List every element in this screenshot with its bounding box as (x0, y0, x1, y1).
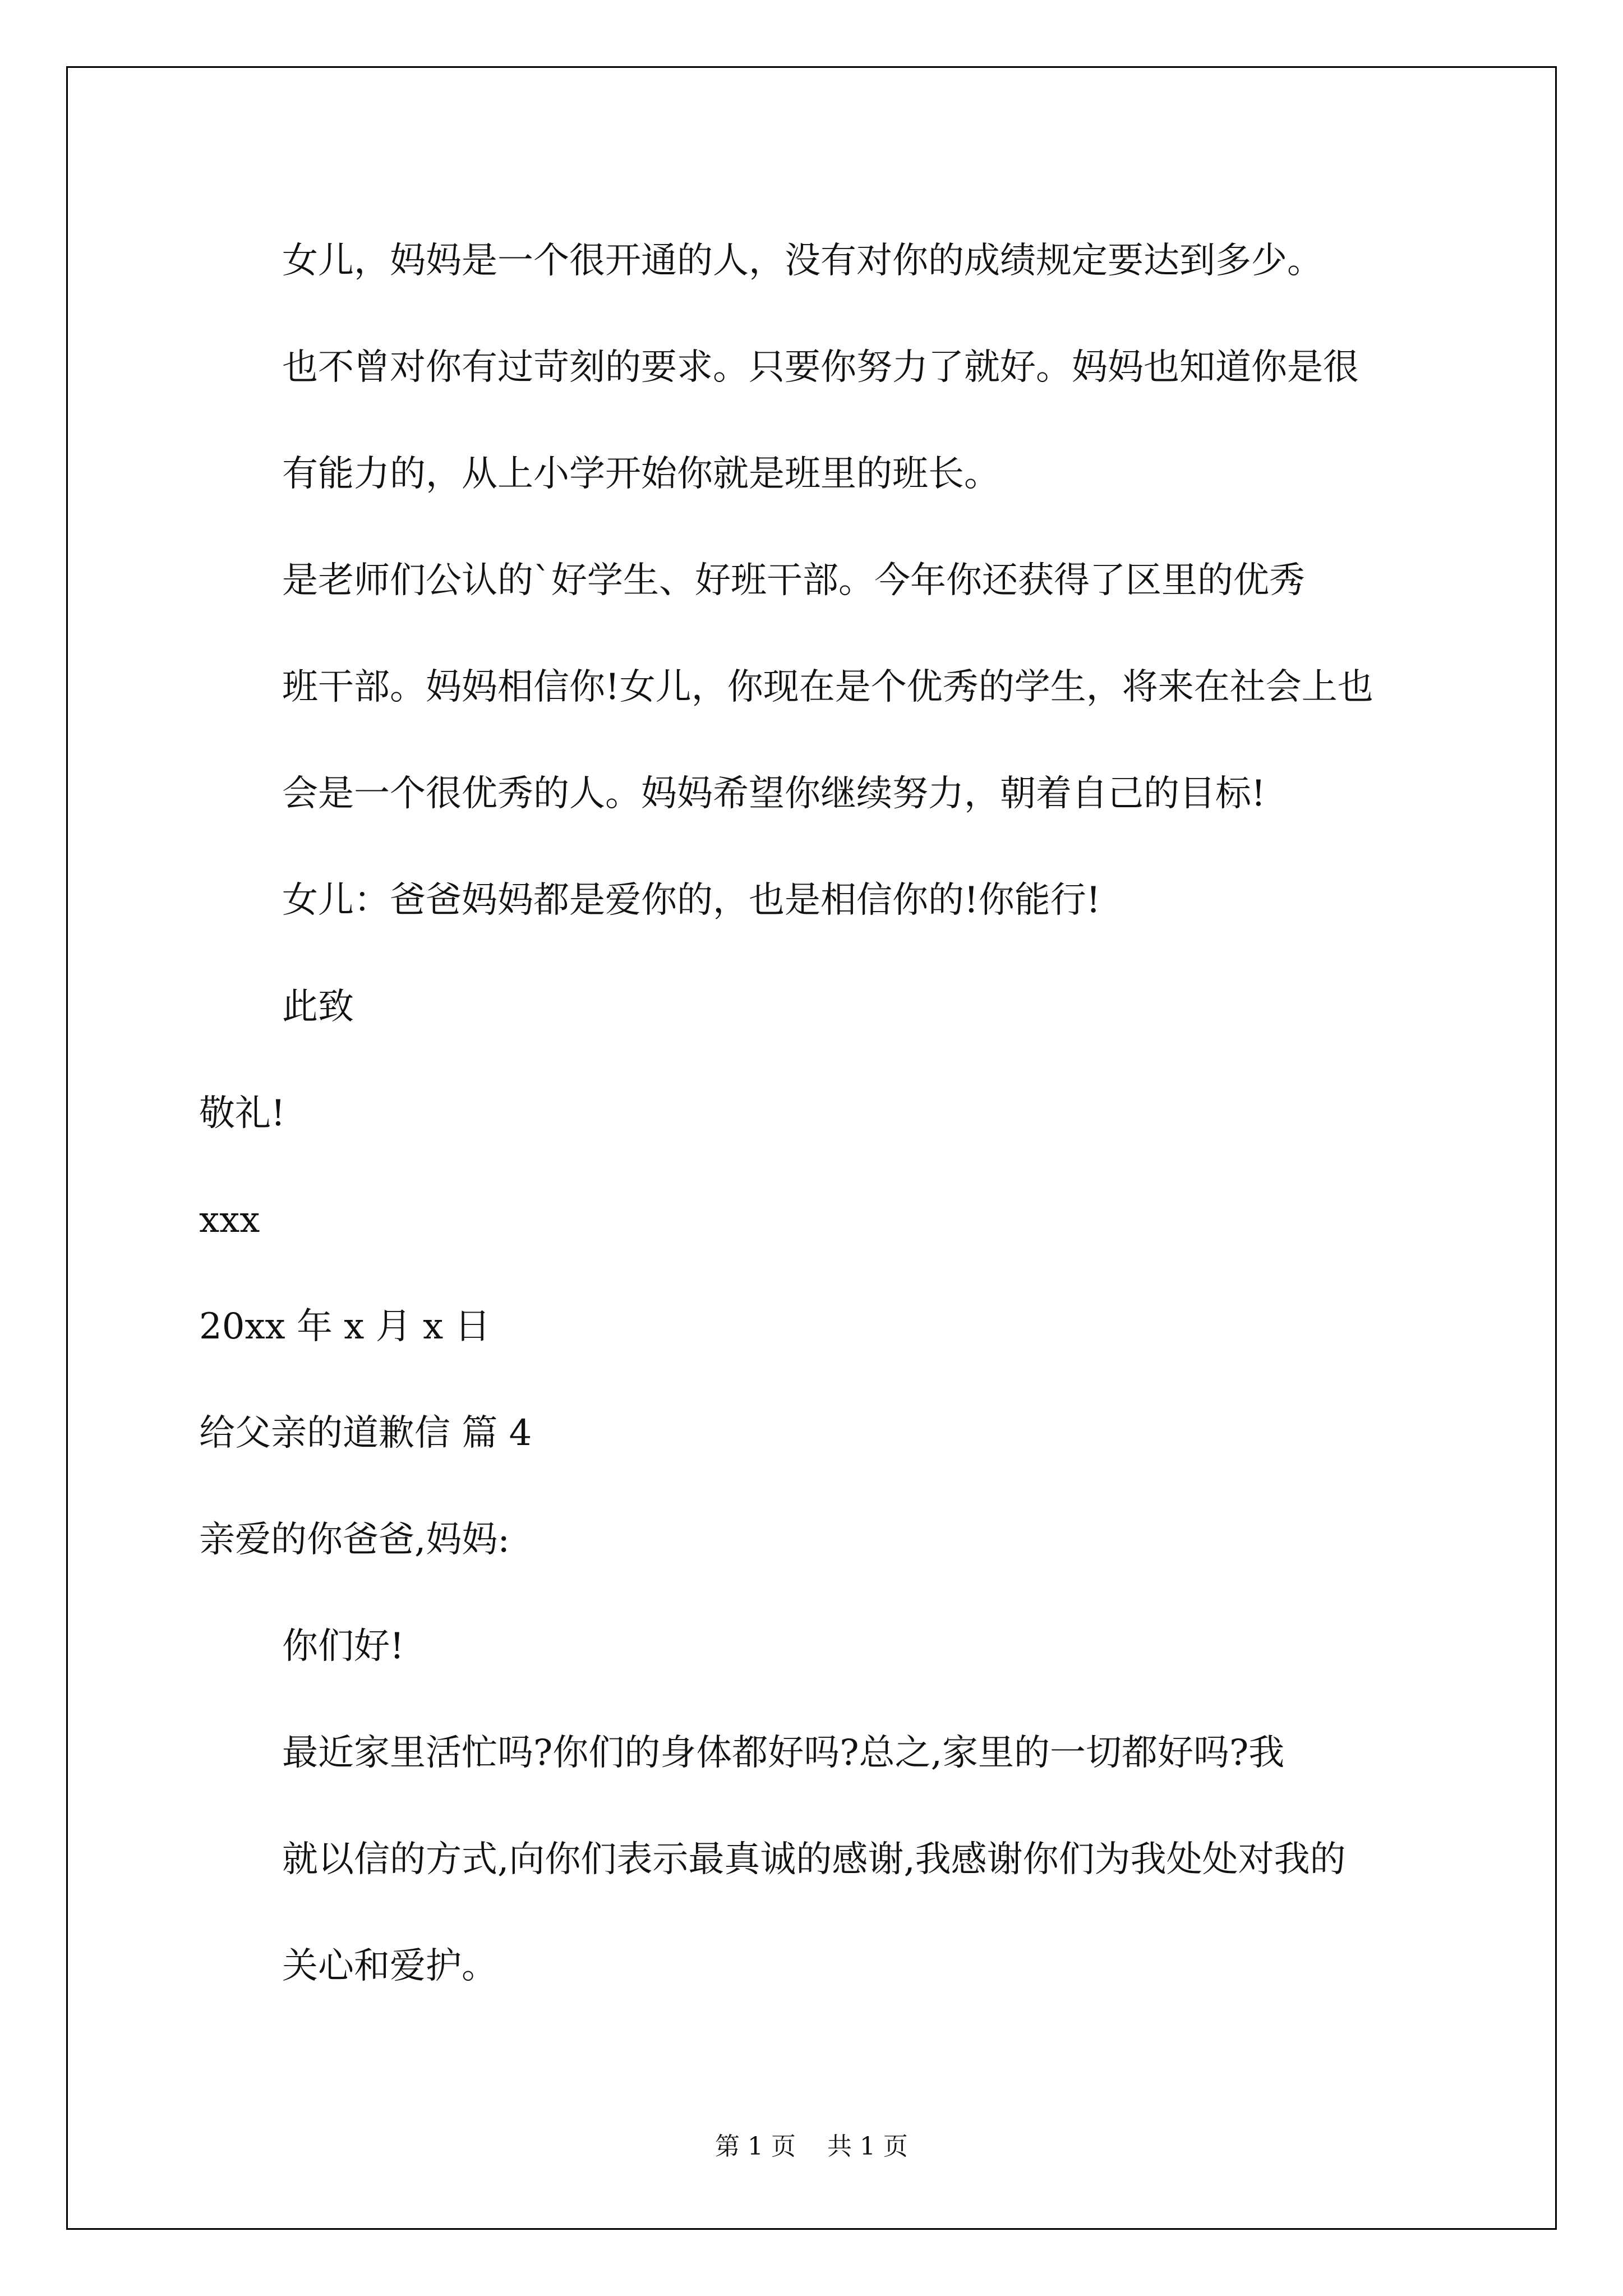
text-line: 班干部。妈妈相信你!女儿，你现在是个优秀的学生，将来在社会上也 (282, 666, 1373, 708)
signature (199, 1167, 1438, 1273)
text-line: 就以信的方式,向你们表示最真诚的感谢,我感谢你们为我处处对我的 (282, 1839, 1346, 1880)
text-line: xxx (199, 1199, 260, 1241)
paragraph (199, 208, 1438, 527)
section-title (199, 1380, 1438, 1487)
paragraph (199, 1700, 1438, 2019)
text-line: 给父亲的道歉信 篇 4 (199, 1412, 532, 1454)
text-line: 会是一个很优秀的人。妈妈希望你继续努力，朝着自己的目标! (282, 773, 1266, 815)
text-line: 此致 (282, 986, 354, 1028)
text-line: 有能力的，从上小学开始你就是班里的班长。 (282, 453, 1000, 495)
greeting (199, 1487, 1438, 1593)
text-line: 你们好! (282, 1626, 404, 1667)
text-line: 也不曾对你有过苛刻的要求。只要你努力了就好。妈妈也知道你是很 (282, 347, 1359, 388)
date-line (199, 1273, 1438, 1380)
text-line: 亲爱的你爸爸,妈妈: (199, 1519, 510, 1561)
page-number: 第 1 页 共 1 页 (715, 2132, 908, 2161)
text-line: 女儿，妈妈是一个很开通的人，没有对你的成绩规定要达到多少。 (282, 240, 1323, 282)
paragraph (199, 527, 1438, 847)
paragraph (199, 1593, 1438, 1700)
closing-regards (199, 1060, 1438, 1167)
text-line: 是老师们公认的`好学生、好班干部。今年你还获得了区里的优秀 (282, 560, 1305, 601)
text-line: 敬礼! (199, 1093, 285, 1134)
text-line: 女儿：爸爸妈妈都是爱你的，也是相信你的!你能行! (282, 880, 1101, 921)
page-footer (0, 2130, 1623, 2164)
text-line: 关心和爱护。 (282, 1945, 497, 1987)
text-line: 20xx 年 x 月 x 日 (199, 1306, 491, 1347)
paragraph (199, 847, 1438, 954)
document-body (199, 208, 1438, 2019)
closing-salutation (199, 954, 1438, 1060)
text-line: 最近家里活忙吗?你们的身体都好吗?总之,家里的一切都好吗?我 (282, 1732, 1285, 1774)
